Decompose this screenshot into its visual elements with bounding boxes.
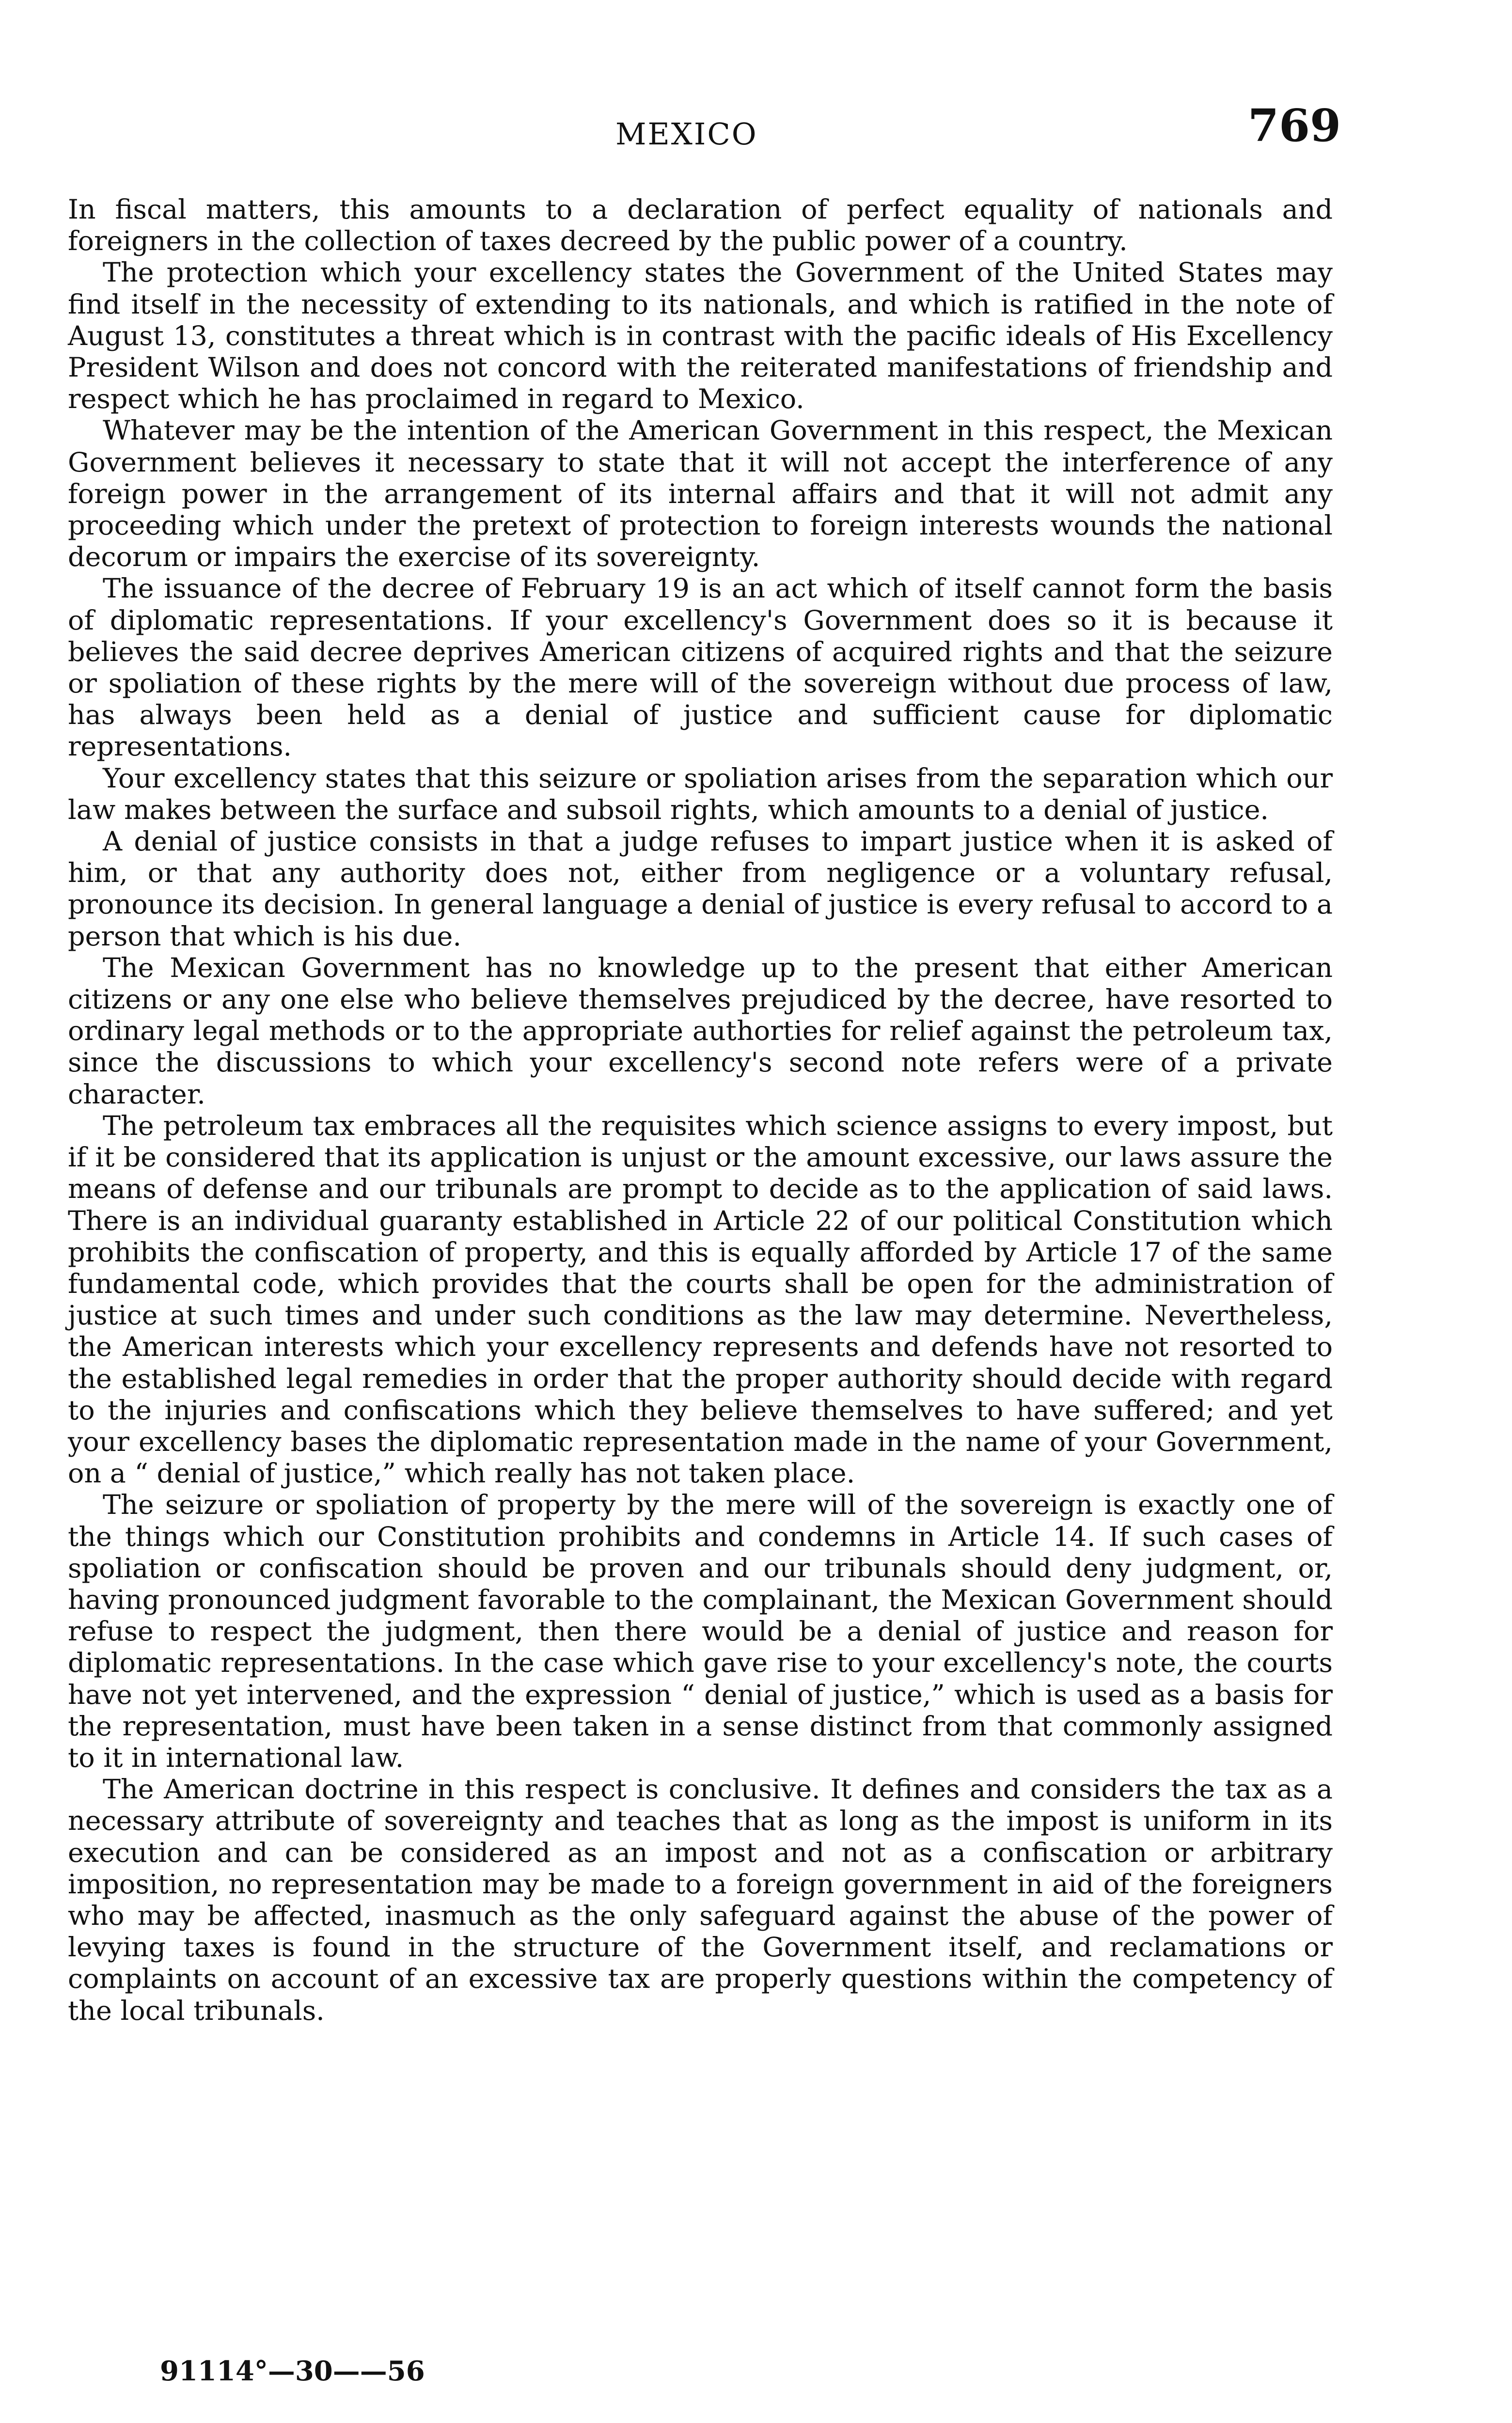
paragraph: The petroleum tax embraces all the requisites which science assigns to every impost, but if it be considered that its application is unjust or the amount excessive, our laws assure the means of defense and our tribunals are prompt to decide as to the application of said laws. There is an individual guaranty established in Article 22 of our political Constitution which prohibits the confiscation of property, and this is equally afforded by Article 17 of the same fundamental code, which provides that the courts shall be open for the administration of justice at such times and under such conditions as the law may determine. Nevertheless, the American interests which your excellency represents and defends have not resorted to the established legal remedies in order that the proper authority should decide with regard to the injuries and confiscations which they believe themselves to have suffered; and yet your excellency bases the diplomatic representation made in the name of your Government, on a “ denial of justice,” which really has not taken place. <box>68 1110 1333 1490</box>
paragraph: In fiscal matters, this amounts to a declaration of perfect equality of nationals and foreigners in the collection of taxes decreed by the public power of a country. <box>68 194 1333 257</box>
paragraph: A denial of justice consists in that a judge refuses to impart justice when it is asked of him, or that any authority does not, either from negligence or a voluntary refusal, pronounce its decision. In general language a denial of justice is every refusal to accord to a person that which is his due. <box>68 826 1333 952</box>
body-text <box>68 194 1333 2027</box>
footer-print-code: 91114°—30——56 <box>160 2355 425 2387</box>
paragraph: The American doctrine in this respect is conclusive. It defines and considers the tax as a necessary attribute of sovereignty and teaches that as long as the impost is uniform in its execution and can be considered as an impost and not as a confiscation or arbitrary imposition, no representation may be made to a foreign government in aid of the foreigners who may be affected, inasmuch as the only safeguard against the abuse of the power of levying taxes is found in the structure of the Government itself, and reclamations or complaints on account of an excessive tax are properly questions within the competency of the local tribunals. <box>68 1774 1333 2027</box>
paragraph: The protection which your excellency states the Government of the United States may find itself in the necessity of extending to its nationals, and which is ratified in the note of August 13, constitutes a threat which is in contrast with the pacific ideals of His Excellency President Wilson and does not concord with the reiterated manifestations of friendship and respect which he has proclaimed in regard to Mexico. <box>68 257 1333 415</box>
paragraph: The seizure or spoliation of property by the mere will of the sovereign is exactly one of the things which our Constitution prohibits and condemns in Article 14. If such cases of spoliation or confiscation should be proven and our tribunals should deny judgment, or, having pronounced judgment favorable to the complainant, the Mexican Government should refuse to respect the judgment, then there would be a denial of justice and reason for diplomatic representations. In the case which gave rise to your excellency's note, the courts have not yet intervened, and the expression “ denial of justice,” which is used as a basis for the representation, must have been taken in a sense distinct from that commonly assigned to it in international law. <box>68 1489 1333 1774</box>
paragraph: The Mexican Government has no knowledge up to the present that either American citizens or any one else who believe themselves prejudiced by the decree, have resorted to ordinary legal methods or to the appropriate authorties for relief against the petroleum tax, since the discussions to which your excellency's second note refers were of a private character. <box>68 952 1333 1110</box>
paragraph: Whatever may be the intention of the American Government in this respect, the Mexican Government believes it necessary to state that it will not accept the interference of any foreign power in the arrangement of its internal affairs and that it will not admit any proceeding which under the pretext of protection to foreign interests wounds the national decorum or impairs the exercise of its sovereignty. <box>68 415 1333 573</box>
page-number: 769 <box>1248 99 1341 152</box>
paragraph: The issuance of the decree of February 19 is an act which of itself cannot form the basis of diplomatic representations. If your excellency's Government does so it is because it believes the said decree deprives American citizens of acquired rights and that the seizure or spoliation of these rights by the mere will of the sovereign without due process of law, has always been held as a denial of justice and sufficient cause for diplomatic representations. <box>68 573 1333 763</box>
paragraph: Your excellency states that this seizure or spoliation arises from the separation which our law makes between the surface and subsoil rights, which amounts to a denial of justice. <box>68 762 1333 826</box>
running-head-title: MEXICO <box>615 116 758 152</box>
